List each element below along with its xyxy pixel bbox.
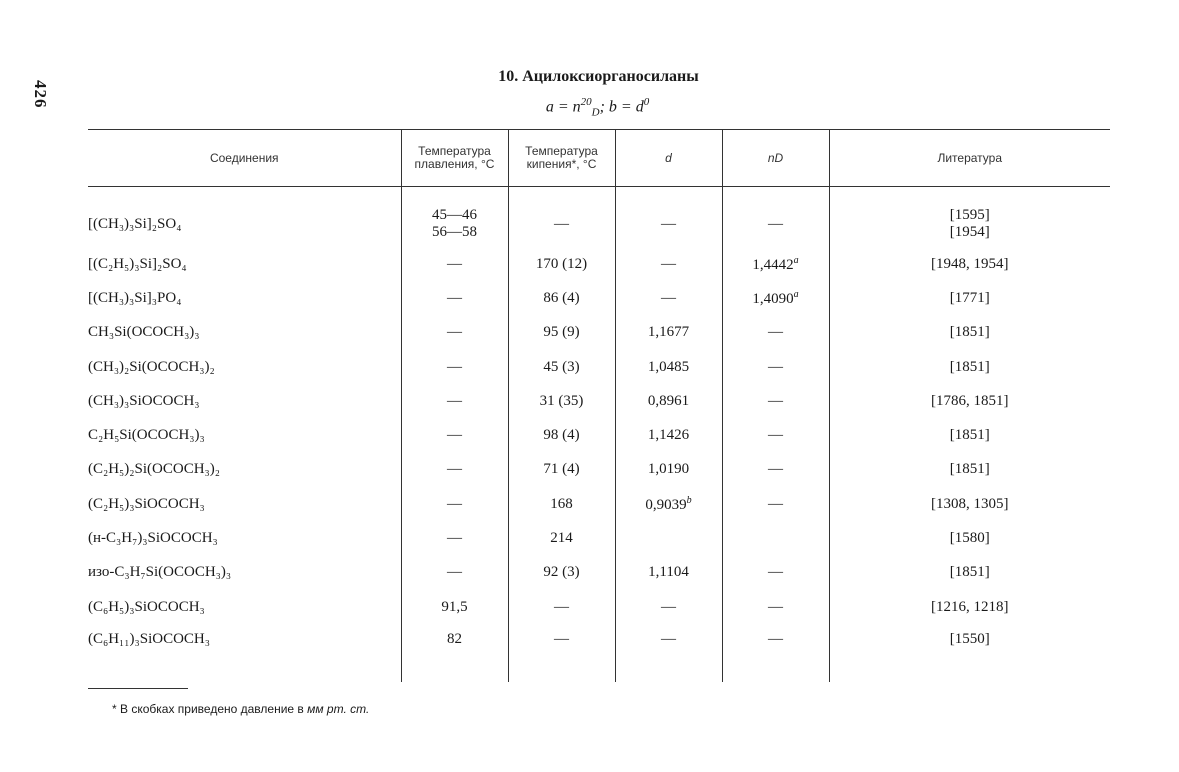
cell-melting-point: — [401,247,508,281]
table-header-row [88,130,1110,187]
table-subtitle: $a = n^{20}_D$; $b = d^0$ [545,96,650,119]
cell-density: 1,1426 [615,418,722,452]
footnote: * В скобках приведено давление в мм рт. ст. [112,702,370,716]
table-row [88,316,1110,350]
table-body [88,187,1110,683]
table-row [88,590,1110,624]
table-row [88,350,1110,384]
cell-refractive-index [722,521,829,555]
cell-refractive-index: — [722,316,829,350]
header-compound: Соединения [209,150,279,165]
cell-density: — [615,281,722,315]
footnote-mark: a [793,288,799,300]
spacer-cell [508,654,615,682]
cell-compound: C₂H₅Si(OCOCH₃)₃ [88,427,205,444]
cell-boiling-point: 71 (4) [508,453,615,487]
cell-boiling-point: 95 (9) [508,316,615,350]
cell-compound: (C₂H₅)₃SiOCOCH₃ [88,495,205,512]
cell-melting-point: — [401,350,508,384]
cell-literature: [1308, 1305] [829,487,1110,521]
footnote-mark: a [793,254,799,266]
cell-melting-point: 91,5 [401,590,508,624]
cell-compound: CH₃Si(OCOCH₃)₃ [88,324,200,341]
cell-literature: [1550] [829,624,1110,654]
cell-compound: [(CH₃)₃Si]₂SO₄ [88,215,182,232]
cell-literature: [1595] [1954] [829,187,1110,248]
table-row [88,187,1110,248]
cell-literature: [1851] [829,453,1110,487]
cell-density [615,521,722,555]
cell-literature: [1786, 1851] [829,384,1110,418]
cell-compound: изо-C₃H₇Si(OCOCH₃)₃ [88,564,232,581]
cell-melting-point: — [401,418,508,452]
cell-density: 1,1677 [615,316,722,350]
cell-boiling-point: — [508,590,615,624]
cell-boiling-point: 170 (12) [508,247,615,281]
cell-refractive-index: — [722,384,829,418]
cell-boiling-point: 45 (3) [508,350,615,384]
cell-literature: [1851] [829,556,1110,590]
cell-literature: [1771] [829,281,1110,315]
cell-compound: (CH₃)₂Si(OCOCH₃)₂ [88,358,215,375]
cell-compound: (C₂H₅)₂Si(OCOCH₃)₂ [88,461,220,478]
spacer-cell [401,654,508,682]
cell-refractive-index: — [722,418,829,452]
cell-melting-point: — [401,487,508,521]
spacer-cell [615,654,722,682]
cell-melting-point: 82 [401,624,508,654]
cell-refractive-index: — [722,556,829,590]
cell-refractive-index: — [722,624,829,654]
cell-compound: [(CH₃)₃Si]₃PO₄ [88,289,182,306]
cell-compound: (н-C₃H₇)₃SiOCOCH₃ [88,530,218,547]
table-row [88,624,1110,654]
cell-literature: [1216, 1218] [829,590,1110,624]
cell-melting-point: — [401,384,508,418]
footnote-mark: b [686,494,692,506]
header-density: d [615,130,722,187]
cell-refractive-index: — [722,350,829,384]
cell-refractive-index: 1,4442$^a$ [722,247,829,281]
table-row [88,521,1110,555]
page-title: 10. Ацилоксиорганосиланы [498,68,699,85]
table-row [88,281,1110,315]
cell-literature: [1851] [829,350,1110,384]
cell-boiling-point: 98 (4) [508,418,615,452]
cell-compound: [(C₂H₅)₃Si]₂SO₄ [88,255,187,272]
cell-melting-point: 45—46 56—58 [401,187,508,248]
cell-boiling-point: 31 (35) [508,384,615,418]
cell-density: 1,0190 [615,453,722,487]
cell-compound: (C₆H₅)₃SiOCOCH₃ [88,598,205,615]
cell-boiling-point: — [508,624,615,654]
cell-density: — [615,624,722,654]
cell-compound: (C₆H₁₁)₃SiOCOCH₃ [88,630,210,647]
spacer-cell [722,654,829,682]
cell-density: — [615,187,722,248]
cell-melting-point: — [401,521,508,555]
cell-density: 1,1104 [615,556,722,590]
cell-literature: [1851] [829,316,1110,350]
cell-melting-point: — [401,556,508,590]
cell-boiling-point: 92 (3) [508,556,615,590]
data-table-wrapper [88,129,1110,682]
table-row [88,556,1110,590]
cell-melting-point: — [401,281,508,315]
cell-boiling-point: 86 (4) [508,281,615,315]
cell-refractive-index: — [722,453,829,487]
cell-refractive-index: — [722,487,829,521]
spacer-cell [88,654,401,682]
cell-literature: [1851] [829,418,1110,452]
cell-density: 0,9039$^b$ [615,487,722,521]
cell-boiling-point: 214 [508,521,615,555]
table-tail-spacer [88,654,1110,682]
data-table [88,129,1110,682]
cell-refractive-index: — [722,590,829,624]
cell-literature: [1948, 1954] [829,247,1110,281]
cell-density: — [615,590,722,624]
header-boiling-point: Температура кипения*, °C [508,130,615,187]
cell-refractive-index: 1,4090$^a$ [722,281,829,315]
spacer-cell [829,654,1110,682]
cell-literature: [1580] [829,521,1110,555]
header-refractive-index: nD [722,130,829,187]
cell-boiling-point: — [508,187,615,248]
cell-melting-point: — [401,453,508,487]
table-row [88,384,1110,418]
cell-density: 0,8961 [615,384,722,418]
table-row [88,453,1110,487]
table-row [88,487,1110,521]
cell-refractive-index: — [722,187,829,248]
header-literature: Литература [829,130,1110,187]
table-row [88,418,1110,452]
cell-compound: (CH₃)₃SiOCOCH₃ [88,392,200,409]
page-number: 426 [31,80,50,109]
header-melting-point: Температура плавления, °C [401,130,508,187]
cell-melting-point: — [401,316,508,350]
footnote-rule [88,688,188,689]
cell-density: — [615,247,722,281]
table-row [88,247,1110,281]
cell-density: 1,0485 [615,350,722,384]
cell-boiling-point: 168 [508,487,615,521]
